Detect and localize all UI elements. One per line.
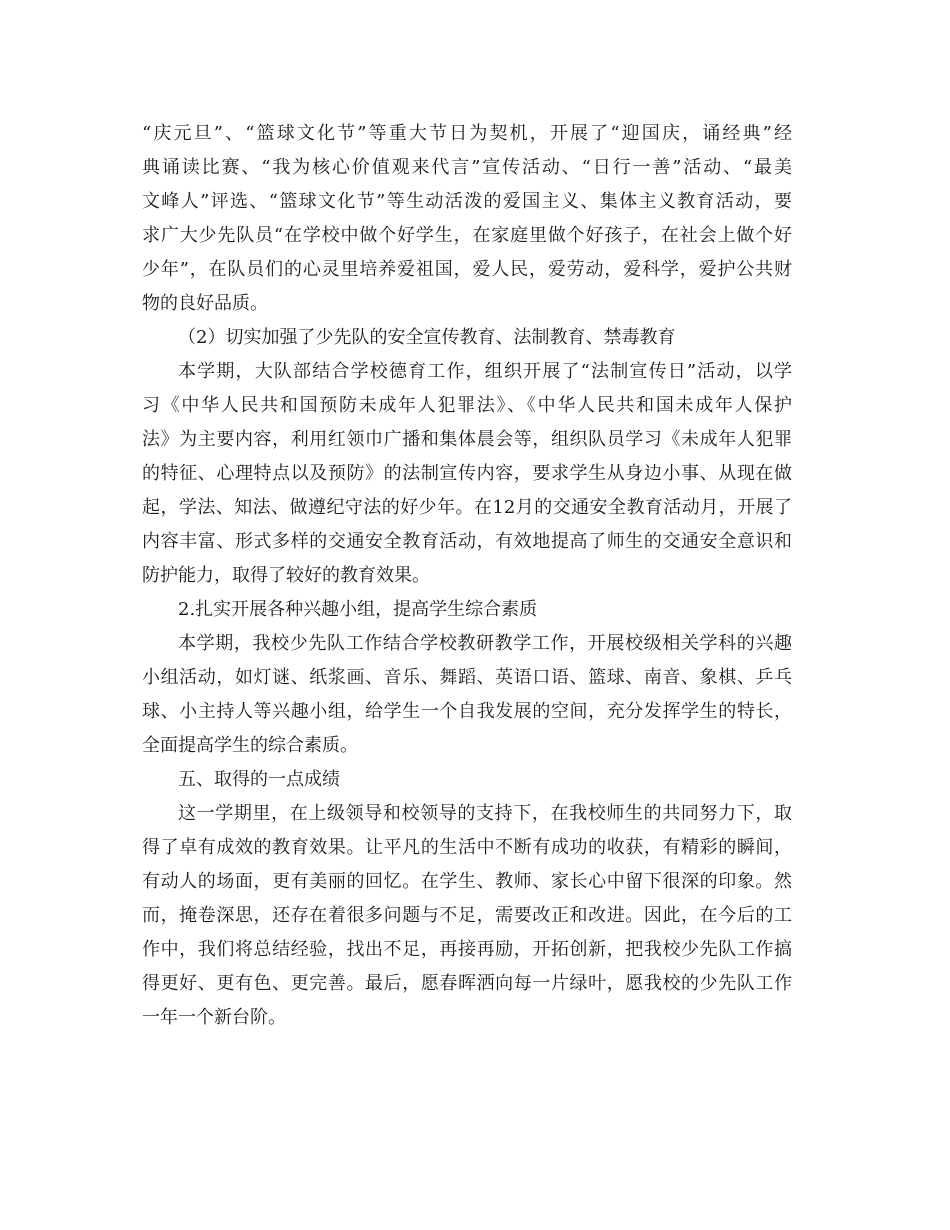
- text-line: [0, 119, 950, 149]
- text-line-content: 物的良好品质。: [142, 293, 268, 314]
- text-line-content: 得了卓有成效的教育效果。让平凡的生活中不断有成功的收获，有精彩的瞬间，: [142, 837, 792, 858]
- text-line-content: 作中，我们将总结经验，找出不足，再接再励，开拓创新，把我校少先队工作搞: [142, 939, 792, 960]
- text-line: [0, 663, 950, 693]
- text-line-content: 而，掩卷深思，还存在着很多问题与不足，需要改正和改进。因此，在今后的工: [142, 905, 792, 926]
- text-line-content: 习《中华人民共和国预防未成年人犯罪法》、《中华人民共和国未成年人保护: [142, 395, 792, 416]
- text-line: [0, 833, 950, 863]
- text-line-content: 典诵读比赛、“我为核心价值观来代言”宣传活动、“日行一善”活动、“最美: [142, 157, 792, 178]
- text-line-content: 文峰人”评选、“篮球文化节”等生动活泼的爱国主义、集体主义教育活动，要: [142, 191, 792, 212]
- section-heading: [0, 323, 950, 353]
- text-line-content: 这一学期里，在上级领导和校领导的支持下，在我校师生的共同努力下，取: [178, 803, 792, 824]
- text-line-content: 有动人的场面，更有美丽的回忆。在学生、教师、家长心中留下很深的印象。然: [142, 871, 792, 892]
- text-line: [0, 629, 950, 659]
- text-line: [0, 255, 950, 285]
- text-line: [0, 493, 950, 523]
- text-line-content: 防护能力，取得了较好的教育效果。: [142, 565, 430, 586]
- text-line: [0, 527, 950, 557]
- text-line: [0, 391, 950, 421]
- text-line: [0, 731, 950, 761]
- text-line-content: 起，学法、知法、做遵纪守法的好少年。在12月的交通安全教育活动月，开展了: [142, 497, 792, 518]
- text-line-content: 全面提高学生的综合素质。: [142, 735, 358, 756]
- text-line-content: 本学期，我校少先队工作结合学校教研教学工作，开展校级相关学科的兴趣: [178, 633, 792, 654]
- text-line: [0, 901, 950, 931]
- section-heading: [0, 595, 950, 625]
- text-line: [0, 697, 950, 727]
- text-line-content: 的特征、心理特点以及预防》的法制宣传内容，要求学生从身边小事、从现在做: [142, 463, 792, 484]
- text-line: [0, 289, 950, 319]
- text-line-content: 本学期，大队部结合学校德育工作，组织开展了“法制宣传日”活动，以学: [178, 361, 792, 382]
- text-line-content: 少年”，在队员们的心灵里培养爱祖国，爱人民，爱劳动，爱科学，爱护公共财: [142, 259, 792, 280]
- text-line: [0, 969, 950, 999]
- text-line: [0, 867, 950, 897]
- text-line-content: 法》为主要内容，利用红领巾广播和集体晨会等，组织队员学习《未成年人犯罪: [142, 429, 792, 450]
- text-line: [0, 935, 950, 965]
- text-line: [0, 561, 950, 591]
- text-line-content: 内容丰富、形式多样的交通安全教育活动，有效地提高了师生的交通安全意识和: [142, 531, 792, 552]
- section-heading-text: 2.扎实开展各种兴趣小组，提高学生综合素质: [178, 599, 538, 620]
- section-heading-text: 五、取得的一点成绩: [178, 769, 340, 790]
- text-line: [0, 799, 950, 829]
- text-line-content: 求广大少先队员“在学校中做个好学生，在家庭里做个好孩子，在社会上做个好: [142, 225, 792, 246]
- text-line-content: 球、小主持人等兴趣小组，给学生一个自我发展的空间，充分发挥学生的特长，: [142, 701, 792, 722]
- section-heading-text: （2）切实加强了少先队的安全宣传教育、法制教育、禁毒教育: [178, 327, 676, 348]
- text-line-content: 一年一个新台阶。: [142, 1007, 286, 1028]
- text-line: [0, 221, 950, 251]
- section-heading: [0, 765, 950, 795]
- text-line: [0, 1003, 950, 1033]
- text-line: [0, 459, 950, 489]
- text-line: [0, 357, 950, 387]
- text-line-content: 小组活动，如灯谜、纸浆画、音乐、舞蹈、英语口语、篮球、南音、象棋、乒乓: [142, 667, 792, 688]
- text-line: [0, 187, 950, 217]
- text-line-content: 得更好、更有色、更完善。最后，愿春晖洒向每一片绿叶，愿我校的少先队工作: [142, 973, 792, 994]
- text-line: [0, 153, 950, 183]
- text-line-content: “庆元旦”、“篮球文化节”等重大节日为契机，开展了“迎国庆，诵经典”经: [142, 123, 792, 144]
- text-line: [0, 425, 950, 455]
